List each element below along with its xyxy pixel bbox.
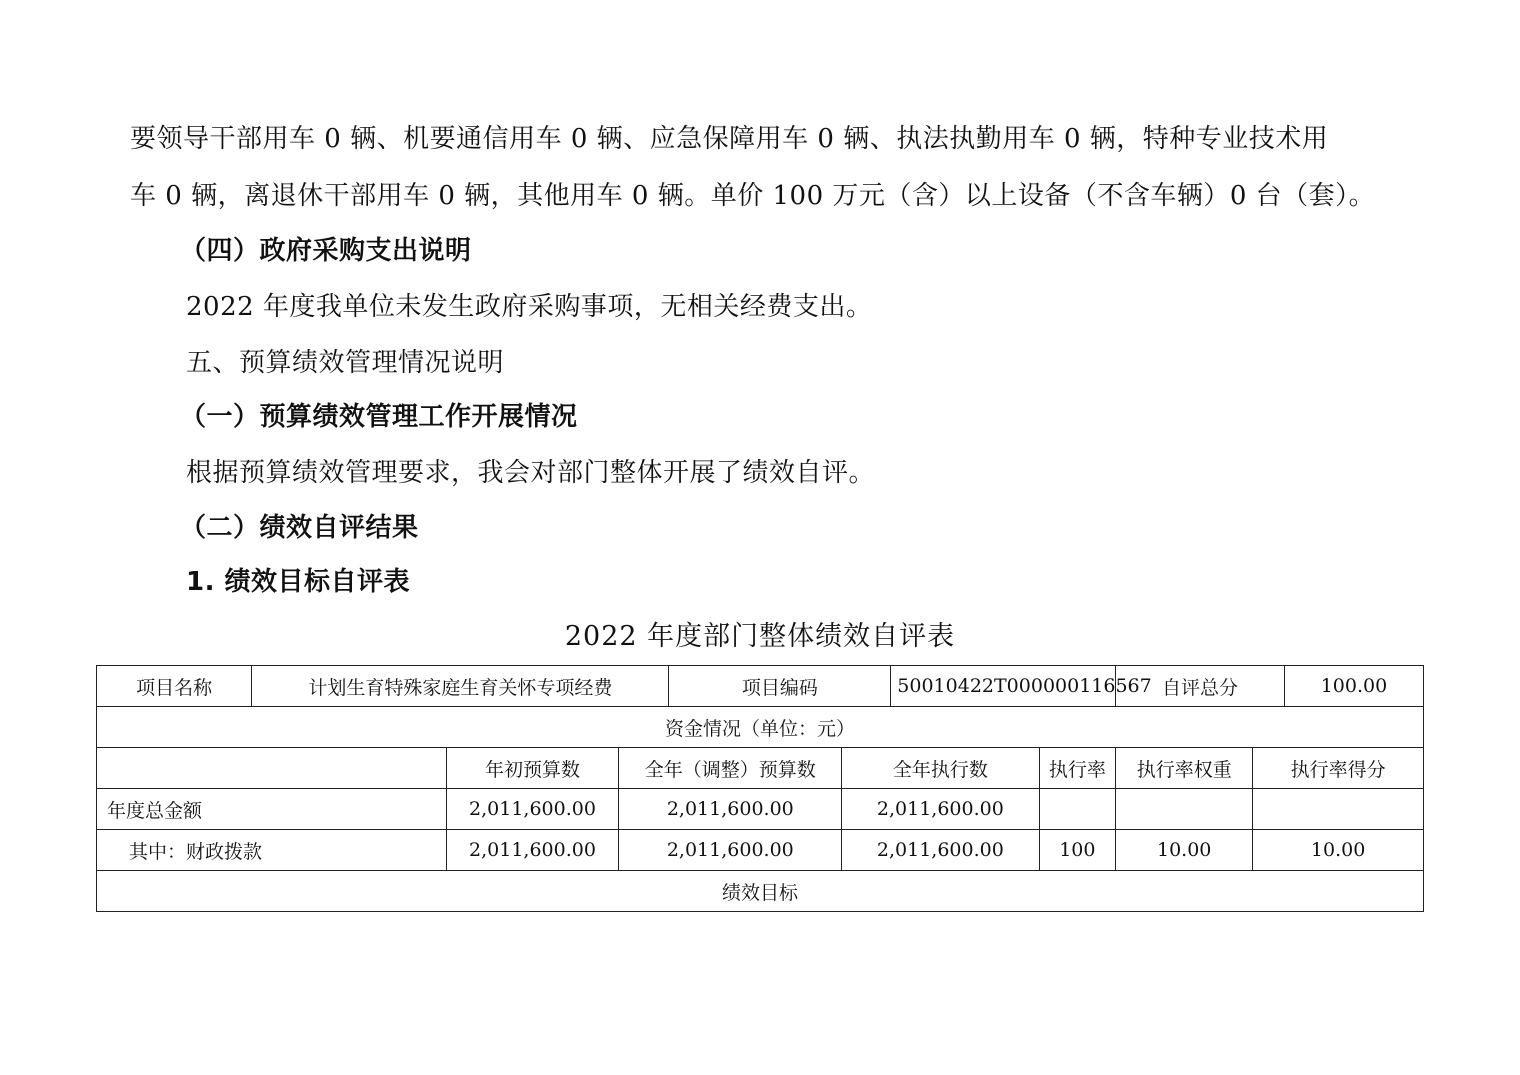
performance-self-eval-table bbox=[96, 665, 1424, 912]
header-exec-score: 执行率得分 bbox=[1253, 748, 1424, 789]
heading-self-eval-result: （二）绩效自评结果 bbox=[180, 513, 419, 543]
table-row-funds-header bbox=[97, 707, 1424, 748]
header-exec-rate: 执行率 bbox=[1039, 748, 1116, 789]
project-name-label: 项目名称 bbox=[97, 666, 252, 707]
cell-exec-rate bbox=[1039, 789, 1116, 830]
table-row-project-info bbox=[97, 666, 1424, 707]
row-label: 其中：财政拨款 bbox=[97, 830, 447, 871]
paragraph-vehicles-line-1: 要领导干部用车 0 辆、机要通信用车 0 辆、应急保障用车 0 辆、执法执勤用车 0 辆，特种专业技术用 bbox=[130, 124, 1329, 154]
table-row-column-headers bbox=[97, 748, 1424, 789]
cell-adjusted-budget: 2,011,600.00 bbox=[619, 830, 842, 871]
paragraph-performance-work: 根据预算绩效管理要求，我会对部门整体开展了绩效自评。 bbox=[186, 458, 876, 488]
self-score-value: 100.00 bbox=[1284, 666, 1423, 707]
cell-initial-budget: 2,011,600.00 bbox=[446, 789, 619, 830]
heading-procurement: （四）政府采购支出说明 bbox=[180, 236, 472, 266]
funds-header: 资金情况（单位：元） bbox=[97, 707, 1424, 748]
header-adjusted-budget: 全年（调整）预算数 bbox=[619, 748, 842, 789]
paragraph-procurement: 2022 年度我单位未发生政府采购事项，无相关经费支出。 bbox=[186, 292, 873, 322]
table-row bbox=[97, 789, 1424, 830]
table-row-goals-header bbox=[97, 871, 1424, 912]
cell-exec-score: 10.00 bbox=[1253, 830, 1424, 871]
header-blank bbox=[97, 748, 447, 789]
header-exec-weight: 执行率权重 bbox=[1116, 748, 1253, 789]
row-label: 年度总金额 bbox=[97, 789, 447, 830]
goals-header: 绩效目标 bbox=[97, 871, 1424, 912]
cell-initial-budget: 2,011,600.00 bbox=[446, 830, 619, 871]
project-code-value: 50010422T000000116567 bbox=[891, 666, 1116, 707]
cell-executed: 2,011,600.00 bbox=[842, 789, 1039, 830]
cell-adjusted-budget: 2,011,600.00 bbox=[619, 789, 842, 830]
table-title: 2022 年度部门整体绩效自评表 bbox=[564, 621, 956, 652]
table-row bbox=[97, 830, 1424, 871]
self-score-label: 自评总分 bbox=[1116, 666, 1285, 707]
heading-goal-table: 1. 绩效目标自评表 bbox=[186, 567, 411, 597]
project-name-value: 计划生育特殊家庭生育关怀专项经费 bbox=[252, 666, 669, 707]
header-initial-budget: 年初预算数 bbox=[446, 748, 619, 789]
project-code-label: 项目编码 bbox=[669, 666, 891, 707]
cell-exec-rate: 100 bbox=[1039, 830, 1116, 871]
cell-exec-score bbox=[1253, 789, 1424, 830]
section-five-title: 五、预算绩效管理情况说明 bbox=[186, 348, 505, 378]
paragraph-vehicles-line-2: 车 0 辆，离退休干部用车 0 辆，其他用车 0 辆。单价 100 万元（含）以上设备（不含车辆）0 台（套）。 bbox=[130, 181, 1376, 211]
cell-exec-weight bbox=[1116, 789, 1253, 830]
cell-exec-weight: 10.00 bbox=[1116, 830, 1253, 871]
header-executed: 全年执行数 bbox=[842, 748, 1039, 789]
cell-executed: 2,011,600.00 bbox=[842, 830, 1039, 871]
heading-performance-work: （一）预算绩效管理工作开展情况 bbox=[180, 402, 578, 432]
